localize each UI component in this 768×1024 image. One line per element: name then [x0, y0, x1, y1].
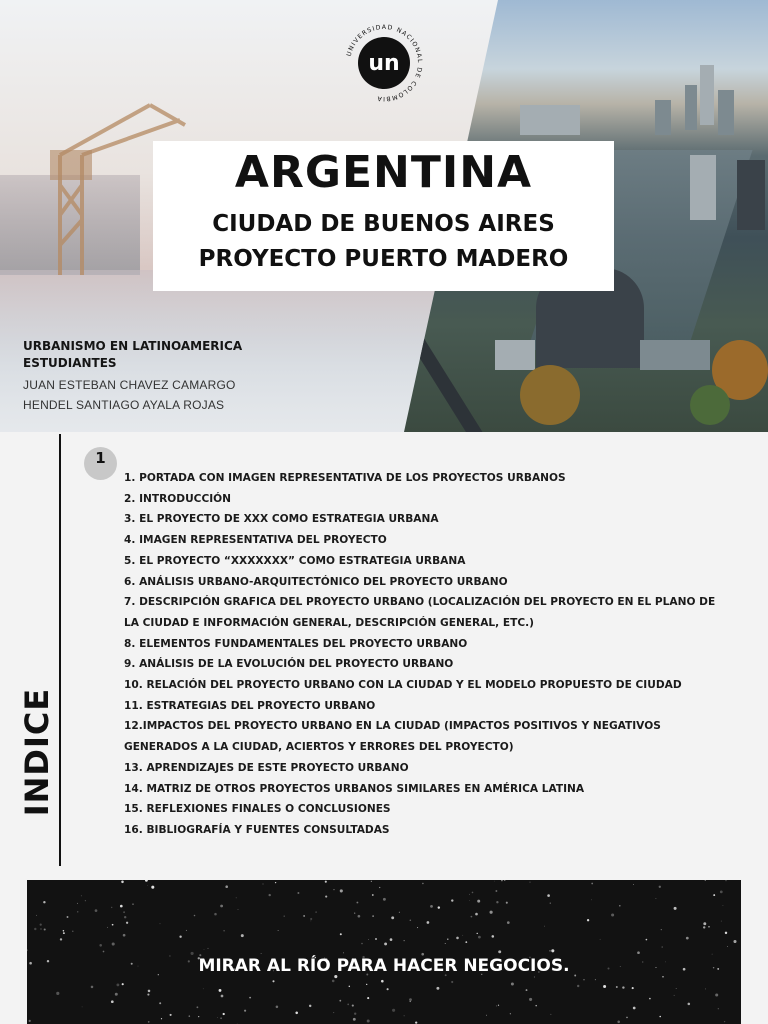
toc-item: 16. BIBLIOGRAFÍA Y FUENTES CONSULTADAS [124, 823, 390, 836]
toc-item: 4. IMAGEN REPRESENTATIVA DEL PROYECTO [124, 534, 387, 547]
students-label: ESTUDIANTES [23, 356, 117, 370]
quote-banner [27, 880, 741, 1024]
course-name: URBANISMO EN LATINOAMERICA [23, 339, 243, 353]
student-name-2: HENDEL SANTIAGO AYALA ROJAS [23, 398, 225, 412]
student-name-1: JUAN ESTEBAN CHAVEZ CAMARGO [23, 378, 236, 392]
subtitle-project: PROYECTO PUERTO MADERO [198, 246, 569, 272]
toc-item: 3. EL PROYECTO DE XXX COMO ESTRATEGIA URBANA [124, 513, 439, 526]
toc-item: 5. EL PROYECTO “XXXXXXX” COMO ESTRATEGIA URBANA [124, 554, 466, 567]
toc-item: 14. MATRIZ DE OTROS PROYECTOS URBANOS SIMILARES EN AMÉRICA LATINA [124, 782, 585, 795]
banner-text: MIRAR AL RÍO PARA HACER NEGOCIOS. [198, 956, 570, 976]
toc-item: 13. APRENDIZAJES DE ESTE PROYECTO URBANO [124, 761, 409, 774]
subtitle-city: CIUDAD DE BUENOS AIRES [212, 211, 555, 237]
speckle-texture [27, 880, 741, 1024]
toc-item: 10. RELACIÓN DEL PROYECTO URBANO CON LA CIUDAD Y EL MODELO PROPUESTO DE CIUDAD [124, 679, 682, 692]
university-logo [341, 20, 427, 106]
table-of-contents [124, 468, 744, 841]
toc-item: 12.IMPACTOS DEL PROYECTO URBANO EN LA CIUDAD (IMPACTOS POSITIVOS Y NEGATIVOS [124, 720, 661, 733]
title-card [153, 141, 614, 291]
page-title: ARGENTINA [234, 147, 533, 198]
toc-item: 1. PORTADA CON IMAGEN REPRESENTATIVA DE LOS PROYECTOS URBANOS [124, 472, 566, 484]
toc-item: 8. ELEMENTOS FUNDAMENTALES DEL PROYECTO URBANO [124, 637, 468, 650]
logo-ring-text: UNIVERSIDAD NACIONAL DE COLOMBIA [345, 23, 424, 103]
logo-monogram: un [368, 51, 400, 76]
toc-item: 15. REFLEXIONES FINALES O CONCLUSIONES [124, 803, 391, 816]
toc-item: 11. ESTRATEGIAS DEL PROYECTO URBANO [124, 699, 376, 712]
index-heading: INDICE [18, 687, 56, 817]
index-divider-line [59, 434, 61, 866]
page-number-badge: 1 [84, 447, 117, 480]
toc-item: 6. ANÁLISIS URBANO-ARQUITECTÓNICO DEL PROYECTO URBANO [124, 575, 508, 588]
toc-item: 7. DESCRIPCIÓN GRAFICA DEL PROYECTO URBANO (LOCALIZACIÓN DEL PROYECTO EN EL PLANO DE [124, 596, 716, 609]
toc-item: GENERADOS A LA CIUDAD, ACIERTOS Y ERRORES DEL PROYECTO) [124, 741, 514, 754]
toc-item: 9. ANÁLISIS DE LA EVOLUCIÓN DEL PROYECTO URBANO [124, 658, 454, 671]
toc-item: 2. INTRODUCCIÓN [124, 492, 232, 505]
cover-hero [0, 0, 768, 432]
toc-item: LA CIUDAD E INFORMACIÓN GENERAL, DESCRIPCIÓN GENERAL, ETC.) [124, 616, 534, 629]
